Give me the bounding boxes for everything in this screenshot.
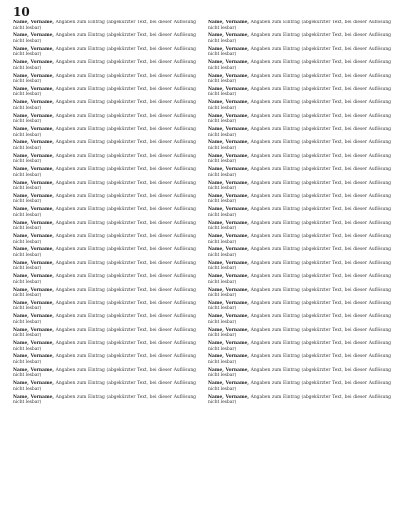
entry-name: Name, Vorname, — [208, 381, 249, 387]
entry-detail: Angaben zum Eintrag (abgekürzter Text, bei dieser Auflösung nicht lesbar) — [13, 60, 196, 71]
entry-detail: Angaben zum Eintrag (abgekürzter Text, bei dieser Auflösung nicht lesbar) — [208, 287, 391, 299]
entry-name: Name, Vorname, — [13, 287, 54, 293]
register-entry — [208, 74, 391, 85]
entry-detail: Angaben zum Eintrag (abgekürzter Text, bei dieser Auflösung nicht lesbar) — [208, 274, 391, 285]
entry-name: Name, Vorname, — [208, 60, 249, 66]
register-entry — [13, 140, 196, 151]
entry-detail: Angaben zum Eintrag (abgekürzter Text, bei dieser Auflösung nicht lesbar) — [208, 314, 391, 325]
register-entry — [208, 194, 391, 205]
register-entry — [208, 288, 391, 299]
register-entry — [208, 181, 391, 192]
register-entry — [13, 87, 196, 98]
entry-name: Name, Vorname, — [13, 314, 54, 320]
register-entry — [208, 234, 391, 245]
entry-name: Name, Vorname, — [13, 394, 54, 400]
entry-detail: Angaben zum Eintrag (abgekürzter Text, bei dieser Auflösung nicht lesbar) — [13, 287, 196, 299]
register-entry — [208, 314, 391, 325]
entry-detail: Angaben zum Eintrag (abgekürzter Text, bei dieser Auflösung nicht lesbar) — [208, 73, 391, 85]
left-column — [13, 20, 196, 510]
register-entry — [208, 221, 391, 232]
register-entry — [13, 47, 196, 58]
entry-detail: Angaben zum Eintrag (abgekürzter Text, bei dieser Auflösung nicht lesbar) — [13, 180, 196, 192]
register-entry — [13, 261, 196, 272]
entry-detail: Angaben zum Eintrag (abgekürzter Text, bei dieser Auflösung nicht lesbar) — [208, 127, 391, 138]
entry-name: Name, Vorname, — [13, 327, 54, 333]
entry-name: Name, Vorname, — [13, 180, 54, 186]
entry-detail: Angaben zum Eintrag (abgekürzter Text, bei dieser Auflösung nicht lesbar) — [208, 140, 391, 151]
entry-name: Name, Vorname, — [13, 60, 54, 66]
register-entry — [13, 194, 196, 205]
register-entry — [208, 60, 391, 71]
register-entry — [208, 381, 391, 392]
register-entry — [13, 207, 196, 218]
entry-name: Name, Vorname, — [13, 86, 54, 92]
register-entry — [13, 354, 196, 365]
register-entry — [208, 127, 391, 138]
register-entry — [208, 100, 391, 111]
register-entry — [208, 341, 391, 352]
register-entry — [208, 140, 391, 151]
register-entry — [208, 114, 391, 125]
entry-detail: Angaben zum Eintrag (abgekürzter Text, bei dieser Auflösung nicht lesbar) — [208, 33, 391, 44]
entry-name: Name, Vorname, — [208, 207, 249, 213]
register-entry — [208, 207, 391, 218]
entry-detail: Angaben zum Eintrag (abgekürzter Text, bei dieser Auflösung nicht lesbar) — [208, 153, 391, 165]
entry-detail: Angaben zum Eintrag (abgekürzter Text, bei dieser Auflösung nicht lesbar) — [13, 193, 196, 205]
register-entry — [13, 395, 196, 406]
entry-detail: Angaben zum Eintrag (abgekürzter Text, bei dieser Auflösung nicht lesbar) — [13, 73, 196, 85]
entry-name: Name, Vorname, — [13, 100, 54, 106]
entry-name: Name, Vorname, — [208, 274, 249, 280]
entry-detail: Angaben zum Eintrag (abgekürzter Text, bei dieser Auflösung nicht lesbar) — [13, 260, 196, 272]
register-entry — [13, 127, 196, 138]
entry-detail: Angaben zum Eintrag (abgekürzter Text, bei dieser Auflösung nicht lesbar) — [208, 167, 391, 178]
register-entry — [208, 395, 391, 406]
entry-detail: Angaben zum Eintrag (abgekürzter Text, bei dieser Auflösung nicht lesbar) — [13, 367, 196, 379]
entry-name: Name, Vorname, — [208, 287, 249, 293]
register-entry — [208, 354, 391, 365]
register-entry — [208, 328, 391, 339]
page-number: 10 — [13, 5, 30, 19]
entry-name: Name, Vorname, — [208, 180, 249, 186]
entry-detail: Angaben zum Eintrag (abgekürzter Text, bei dieser Auflösung nicht lesbar) — [208, 207, 391, 218]
register-entry — [13, 33, 196, 44]
register-entry — [13, 368, 196, 379]
entry-name: Name, Vorname, — [208, 220, 249, 226]
entry-name: Name, Vorname, — [208, 46, 249, 52]
entry-name: Name, Vorname, — [208, 153, 249, 159]
entry-detail: Angaben zum Eintrag (abgekürzter Text, bei dieser Auflösung nicht lesbar) — [13, 140, 196, 151]
entry-name: Name, Vorname, — [208, 341, 249, 346]
entry-name: Name, Vorname, — [13, 300, 54, 306]
register-entry — [13, 274, 196, 285]
entry-name: Name, Vorname, — [13, 234, 54, 239]
entry-detail: Angaben zum Eintrag (abgekürzter Text, bei dieser Auflösung nicht lesbar) — [13, 220, 196, 232]
register-entry — [13, 167, 196, 178]
entry-detail: Angaben zum Eintrag (abgekürzter Text, bei dieser Auflösung nicht lesbar) — [208, 234, 391, 245]
entry-detail: Angaben zum Eintrag (abgekürzter Text, bei dieser Auflösung nicht lesbar) — [13, 354, 196, 365]
register-columns — [13, 20, 391, 510]
entry-detail: Angaben zum Eintrag (abgekürzter Text, bei dieser Auflösung nicht lesbar) — [13, 86, 196, 98]
entry-detail: Angaben zum Eintrag (abgekürzter Text, bei dieser Auflösung nicht lesbar) — [208, 300, 391, 312]
entry-detail: Angaben zum Eintrag (abgekürzter Text, bei dieser Auflösung nicht lesbar) — [13, 327, 196, 339]
register-entry — [13, 381, 196, 392]
entry-name: Name, Vorname, — [13, 113, 54, 119]
entry-name: Name, Vorname, — [13, 367, 54, 373]
entry-name: Name, Vorname, — [13, 193, 54, 199]
entry-detail: Angaben zum Eintrag (abgekürzter Text, bei dieser Auflösung nicht lesbar) — [13, 234, 196, 245]
entry-detail: Angaben zum Eintrag (abgekürzter Text, bei dieser Auflösung nicht lesbar) — [208, 354, 391, 365]
entry-name: Name, Vorname, — [13, 33, 54, 39]
entry-detail: Angaben zum Eintrag (abgekürzter Text, bei dieser Auflösung nicht lesbar) — [208, 247, 391, 258]
entry-detail: Angaben zum Eintrag (abgekürzter Text, bei dieser Auflösung nicht lesbar) — [208, 46, 391, 58]
entry-detail: Angaben zum Eintrag (abgekürzter Text, bei dieser Auflösung nicht lesbar) — [208, 341, 391, 352]
entry-detail: Angaben zum Eintrag (abgekürzter Text, bei dieser Auflösung nicht lesbar) — [13, 300, 196, 312]
entry-name: Name, Vorname, — [208, 140, 249, 146]
register-entry — [13, 288, 196, 299]
entry-name: Name, Vorname, — [13, 46, 54, 52]
entry-name: Name, Vorname, — [208, 234, 249, 239]
entry-name: Name, Vorname, — [208, 86, 249, 92]
entry-detail: Angaben zum Eintrag (abgekürzter Text, bei dieser Auflösung nicht lesbar) — [13, 100, 196, 111]
entry-name: Name, Vorname, — [208, 193, 249, 199]
register-entry — [208, 247, 391, 258]
entry-name: Name, Vorname, — [208, 247, 249, 253]
entry-detail: Angaben zum Eintrag (abgekürzter Text, bei dieser Auflösung nicht lesbar) — [13, 341, 196, 352]
entry-name: Name, Vorname, — [13, 153, 54, 159]
register-entry — [13, 60, 196, 71]
register-entry — [208, 368, 391, 379]
entry-detail: Angaben zum Eintrag (abgekürzter Text, bei dieser Auflösung nicht lesbar) — [13, 314, 196, 325]
register-entry — [208, 33, 391, 44]
entry-name: Name, Vorname, — [13, 127, 54, 132]
entry-name: Name, Vorname, — [208, 20, 249, 25]
entry-name: Name, Vorname, — [13, 247, 54, 253]
register-entry — [208, 154, 391, 165]
entry-name: Name, Vorname, — [208, 100, 249, 106]
entry-detail: Angaben zum Eintrag (abgekürzter Text, bei dieser Auflösung nicht lesbar) — [13, 394, 196, 406]
entry-name: Name, Vorname, — [208, 33, 249, 39]
entry-name: Name, Vorname, — [208, 354, 249, 360]
entry-detail: Angaben zum Eintrag (abgekürzter Text, bei dieser Auflösung nicht lesbar) — [208, 86, 391, 98]
register-entry — [208, 274, 391, 285]
entry-detail: Angaben zum Eintrag (abgekürzter Text, bei dieser Auflösung nicht lesbar) — [208, 113, 391, 125]
register-entry — [208, 301, 391, 312]
register-entry — [13, 100, 196, 111]
entry-detail: Angaben zum Eintrag (abgekürzter Text, bei dieser Auflösung nicht lesbar) — [13, 153, 196, 165]
entry-name: Name, Vorname, — [13, 354, 54, 360]
entry-name: Name, Vorname, — [208, 113, 249, 119]
entry-detail: Angaben zum Eintrag (abgekürzter Text, bei dieser Auflösung nicht lesbar) — [208, 20, 391, 31]
entry-detail: Angaben zum Eintrag (abgekürzter Text, bei dieser Auflösung nicht lesbar) — [13, 207, 196, 218]
register-entry — [13, 328, 196, 339]
entry-detail: Angaben zum Eintrag (abgekürzter Text, bei dieser Auflösung nicht lesbar) — [208, 60, 391, 71]
entry-name: Name, Vorname, — [208, 260, 249, 266]
entry-detail: Angaben zum Eintrag (abgekürzter Text, bei dieser Auflösung nicht lesbar) — [208, 381, 391, 392]
register-entry — [208, 261, 391, 272]
entry-detail: Angaben zum Eintrag (abgekürzter Text, bei dieser Auflösung nicht lesbar) — [13, 247, 196, 258]
entry-detail: Angaben zum Eintrag (abgekürzter Text, bei dieser Auflösung nicht lesbar) — [208, 180, 391, 192]
entry-name: Name, Vorname, — [208, 167, 249, 173]
register-entry — [13, 314, 196, 325]
entry-detail: Angaben zum Eintrag (abgekürzter Text, bei dieser Auflösung nicht lesbar) — [208, 100, 391, 111]
entry-detail: Angaben zum Eintrag (abgekürzter Text, bei dieser Auflösung nicht lesbar) — [208, 367, 391, 379]
entry-name: Name, Vorname, — [13, 140, 54, 146]
entry-detail: Angaben zum Eintrag (abgekürzter Text, bei dieser Auflösung nicht lesbar) — [208, 193, 391, 205]
entry-name: Name, Vorname, — [208, 394, 249, 400]
entry-detail: Angaben zum Eintrag (abgekürzter Text, bei dieser Auflösung nicht lesbar) — [208, 220, 391, 232]
entry-name: Name, Vorname, — [208, 367, 249, 373]
entry-name: Name, Vorname, — [13, 207, 54, 213]
entry-detail: Angaben zum Eintrag (abgekürzter Text, bei dieser Auflösung nicht lesbar) — [208, 260, 391, 272]
entry-name: Name, Vorname, — [208, 127, 249, 132]
register-entry — [13, 74, 196, 85]
entry-detail: Angaben zum Eintrag (abgekürzter Text, bei dieser Auflösung nicht lesbar) — [13, 381, 196, 392]
entry-detail: Angaben zum Eintrag (abgekürzter Text, bei dieser Auflösung nicht lesbar) — [208, 394, 391, 406]
entry-name: Name, Vorname, — [13, 167, 54, 173]
entry-detail: Angaben zum Eintrag (abgekürzter Text, bei dieser Auflösung nicht lesbar) — [13, 33, 196, 44]
entry-detail: Angaben zum Eintrag (abgekürzter Text, bei dieser Auflösung nicht lesbar) — [13, 167, 196, 178]
entry-name: Name, Vorname, — [13, 341, 54, 346]
entry-detail: Angaben zum Eintrag (abgekürzter Text, bei dieser Auflösung nicht lesbar) — [13, 20, 196, 31]
register-entry — [208, 167, 391, 178]
register-entry — [208, 87, 391, 98]
register-entry — [13, 114, 196, 125]
entry-name: Name, Vorname, — [208, 327, 249, 333]
register-entry — [13, 20, 196, 31]
entry-name: Name, Vorname, — [208, 314, 249, 320]
register-entry — [13, 341, 196, 352]
register-entry — [13, 301, 196, 312]
register-entry — [13, 154, 196, 165]
entry-detail: Angaben zum Eintrag (abgekürzter Text, bei dieser Auflösung nicht lesbar) — [13, 127, 196, 138]
entry-detail: Angaben zum Eintrag (abgekürzter Text, bei dieser Auflösung nicht lesbar) — [13, 46, 196, 58]
register-entry — [13, 234, 196, 245]
entry-detail: Angaben zum Eintrag (abgekürzter Text, bei dieser Auflösung nicht lesbar) — [13, 113, 196, 125]
entry-name: Name, Vorname, — [13, 73, 54, 79]
right-column — [208, 20, 391, 510]
entry-name: Name, Vorname, — [13, 260, 54, 266]
entry-name: Name, Vorname, — [13, 220, 54, 226]
entry-name: Name, Vorname, — [208, 300, 249, 306]
register-entry — [208, 47, 391, 58]
entry-name: Name, Vorname, — [13, 20, 54, 25]
entry-name: Name, Vorname, — [13, 381, 54, 387]
entry-name: Name, Vorname, — [13, 274, 54, 280]
register-entry — [13, 247, 196, 258]
entry-detail: Angaben zum Eintrag (abgekürzter Text, bei dieser Auflösung nicht lesbar) — [13, 274, 196, 285]
register-entry — [13, 181, 196, 192]
register-entry — [208, 20, 391, 31]
entry-name: Name, Vorname, — [208, 73, 249, 79]
entry-detail: Angaben zum Eintrag (abgekürzter Text, bei dieser Auflösung nicht lesbar) — [208, 327, 391, 339]
register-entry — [13, 221, 196, 232]
